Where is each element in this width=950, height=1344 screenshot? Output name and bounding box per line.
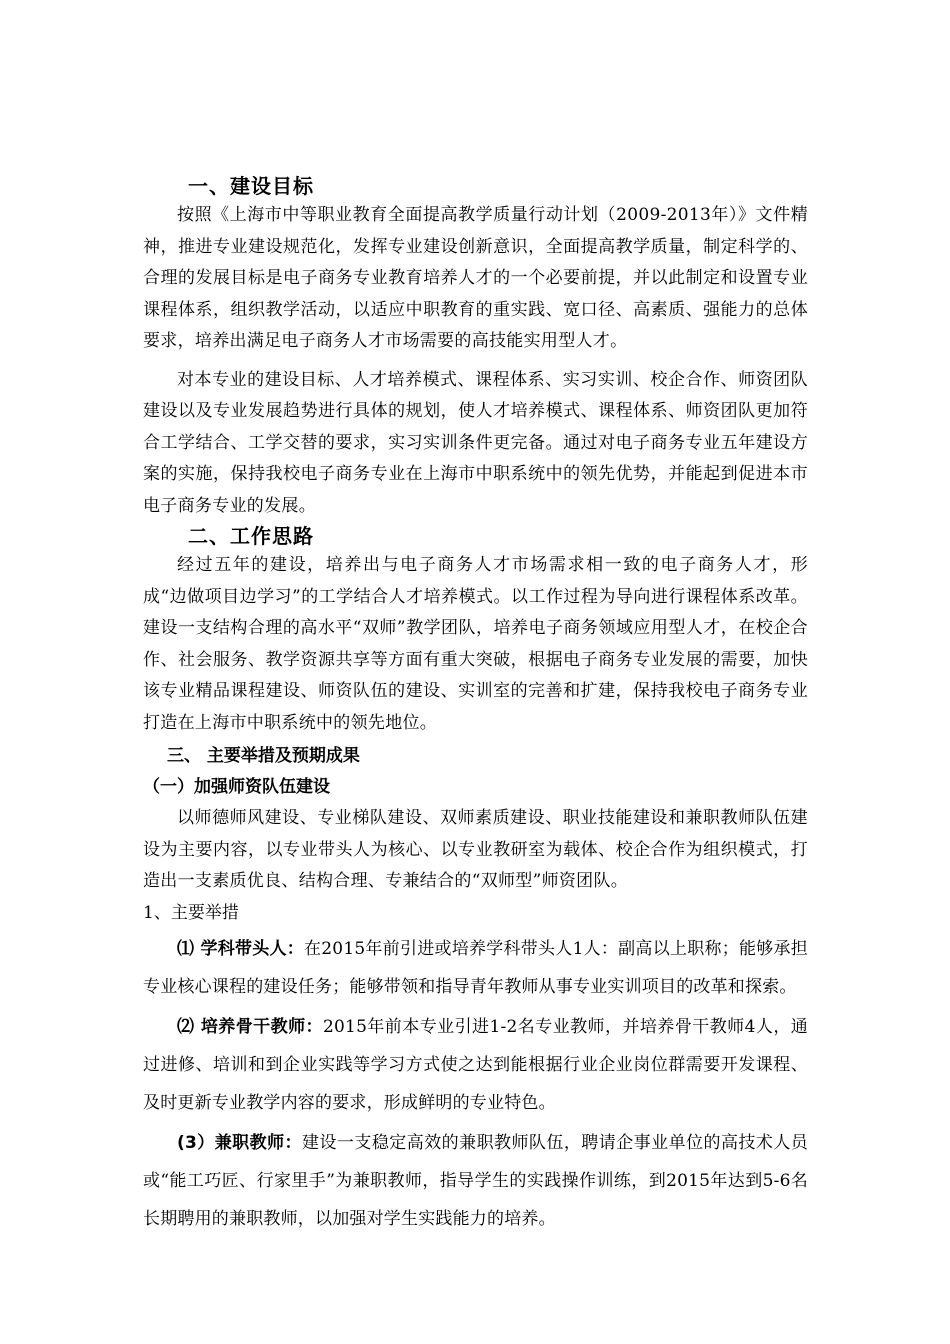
measures-label: 1、主要举措 — [143, 902, 239, 923]
section-heading-approach: 二、工作思路 — [188, 524, 314, 548]
item-text: 2015年前本专业引进1-2名专业教师，并培养骨干教师4人，通过进修、培训和到企业实践等学习方式使之达到能根据行业企业岗位群需要开发课程、及时更新专业教学内容的要求，形成鲜明的专业特色。 — [143, 1016, 809, 1113]
item-title: ⑵ 培养骨干教师： — [177, 1016, 324, 1037]
section-heading-measures: 三、 主要举措及预期成果 — [167, 746, 360, 766]
item-text: 在2015年前引进或培养学科带头人1人：副高以上职称；能够承担专业核心课程的建设任务；能够带领和指导青年教师从事专业实训项目的改革和探索。 — [143, 938, 808, 997]
section-heading-goals: 一、建设目标 — [188, 174, 314, 198]
item-text: 建设一支稳定高效的兼职教师队伍，聘请企事业单位的高技术人员或“能工巧匠、行家里手”为兼职教师，指导学生的实践操作训练，到2015年达到5-6名长期聘用的兼职教师，以加强对学生实践能力的培养。 — [143, 1132, 808, 1229]
paragraph-goals-2: 对本专业的建设目标、人才培养模式、课程体系、实习实训、校企合作、师资团队建设以及专业发展趋势进行具体的规划，使人才培养模式、课程体系、师资团队更加符合工学结合、工学交替的要求，实习实训条件更完备。通过对电子商务专业五年建设方案的实施，保持我校电子商务专业在上海市中职系统中的领先优势，并能起到促进本市电子商务专业的发展。 — [143, 369, 808, 516]
subsection-heading-faculty: （一）加强师资队伍建设 — [143, 777, 330, 797]
paragraph-approach-1: 经过五年的建设，培养出与电子商务人才市场需求相一致的电子商务人才，形成“边做项目边学习”的工学结合人才培养模式。以工作过程为导向进行课程体系改革。建设一支结构合理的高水平“双师”教学团队，培养电子商务领域应用型人才，在校企合作、社会服务、教学资源共享等方面有重大突破，根据电子商务专业发展的需要，加快该专业精品课程建设、师资队伍的建设、实训室的完善和扩建，保持我校电子商务专业打造在上海市中职系统中的领先地位。 — [143, 555, 808, 733]
item-title: (3）兼职教师： — [177, 1132, 302, 1153]
document-body — [143, 172, 808, 1238]
paragraph-faculty-1: 以师德师风建设、专业梯队建设、双师素质建设、职业技能建设和兼职教师队伍建设为主要内容，以专业带头人为核心、以专业教研室为载体、校企合作为组织模式，打造出一支素质优良、结构合理、专兼结合的“双师型”师资团队。 — [143, 808, 808, 891]
item-title: ⑴ 学科带头人： — [177, 938, 305, 959]
list-item — [143, 1008, 808, 1122]
list-item — [143, 930, 808, 1006]
paragraph-goals-1: 按照《上海市中等职业教育全面提高教学质量行动计划（2009-2013年）》文件精神，推进专业建设规范化，发挥专业建设创新意识，全面提高教学质量，制定科学的、合理的发展目标是电子商务专业教育培养人才的一个必要前提，并以此制定和设置专业课程体系，组织教学活动，以适应中职教育的重实践、宽口径、高素质、强能力的总体要求，培养出满足电子商务人才市场需要的高技能实用型人才。 — [143, 205, 808, 351]
list-item — [143, 1124, 808, 1238]
